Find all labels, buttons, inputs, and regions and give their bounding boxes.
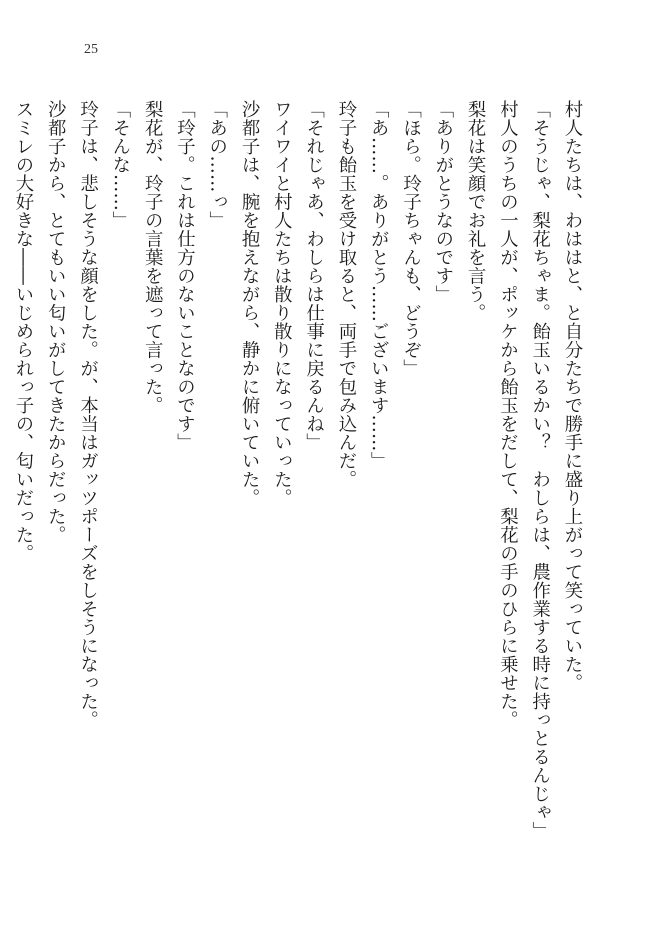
text-line: スミレの大好きな――いじめられっ子の、匂いだった。: [12, 100, 34, 563]
text-line: 「あ……。ありがとう……ございます……」: [368, 100, 390, 470]
text-line: 沙都子は、腕を抱えながら、静かに俯いていた。: [239, 100, 261, 507]
text-line: 「そうじゃ、梨花ちゃま。飴玉いるかい？ わしらは、農作業する時に持っとるんじゃ」: [529, 100, 551, 840]
text-line: 「ありがとうなのです」: [432, 100, 454, 304]
text-line: 「それじゃあ、わしらは仕事に戻るんね」: [303, 100, 325, 452]
text-line: 沙都子から、とてもいい匂いがしてきたからだった。: [45, 100, 67, 544]
text-line: 「ほら。玲子ちゃんも、どうぞ」: [400, 100, 422, 378]
vertical-text-body: [7, 100, 588, 840]
text-line: 「玲子。これは仕方のないことなのです」: [174, 100, 196, 452]
text-line: 梨花は笑顔でお礼を言う。: [465, 100, 487, 322]
text-line: 「あの……っ」: [206, 100, 228, 230]
page-number: 25: [84, 42, 98, 57]
text-line: 「そんな……」: [109, 100, 131, 230]
text-line: 玲子も飴玉を受け取ると、両手で包み込んだ。: [335, 100, 357, 489]
text-line: 玲子は、悲しそうな顔をした。が、本当はガッツポーズをしそうになった。: [77, 100, 99, 729]
text-line: 梨花が、玲子の言葉を遮って言った。: [142, 100, 164, 415]
text-line: ワイワイと村人たちは散り散りになっていった。: [271, 100, 293, 507]
text-line: 村人のうちの一人が、ポッケから飴玉をだして、梨花の手のひらに乗せた。: [497, 100, 519, 729]
text-line: 村人たちは、わははと、と自分たちで勝手に盛り上がって笑っていた。: [562, 100, 583, 692]
